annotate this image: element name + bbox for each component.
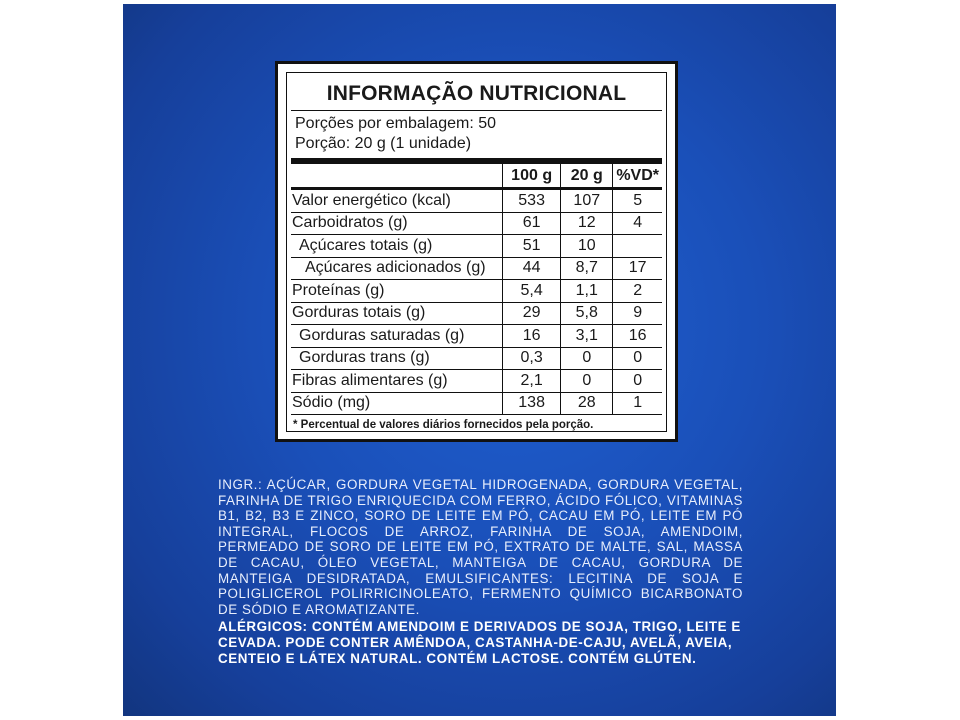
vd-footnote: * Percentual de valores diários fornecidos pela porção. [293,419,594,431]
value-100g: 61 [503,212,561,235]
value-vd: 2 [613,280,662,303]
value-vd: 0 [613,370,662,393]
value-20g: 12 [561,212,613,235]
nutrient-name: Valor energético (kcal) [291,189,503,213]
table-row [291,302,662,325]
value-100g: 2,1 [503,370,561,393]
value-20g: 3,1 [561,325,613,348]
table-row [291,370,662,393]
serving-info [291,111,662,164]
servings-per-package: Porções por embalagem: 50 [295,115,496,132]
table-row [291,392,662,415]
header-vd: %VD* [613,164,662,189]
value-20g: 28 [561,392,613,415]
value-20g: 107 [561,189,613,213]
allergens-text: ALÉRGICOS: CONTÉM AMENDOIM E DERIVADOS DE SOJA, TRIGO, LEITE E CEVADA. PODE CONTER AMÊNDOA, CASTANHA-DE-CAJU, AVELÃ, AVEIA, CENTEIO E LÁTEX NATURAL. CONTÉM LACTOSE. CONTÉM GLÚTEN. [218,619,741,666]
nutrient-name: Sódio (mg) [291,392,503,415]
table-row [291,235,662,258]
nutrient-name: Açúcares totais (g) [291,235,503,258]
table-row [291,280,662,303]
ingredients-text: INGR.: AÇÚCAR, GORDURA VEGETAL HIDROGENADA, GORDURA VEGETAL, FARINHA DE TRIGO ENRIQUECIDA COM FERRO, ÁCIDO FÓLICO, VITAMINAS B1, B2, B3 E ZINCO, SORO DE LEITE EM PÓ, CACAU EM PÓ, LEITE EM PÓ INTEGRAL, FLOCOS DE ARROZ, FARINHA DE SOJA, AMENDOIM, PERMEADO DE SORO DE LEITE EM PÓ, EXTRATO DE MALTE, SAL, MASSA DE CACAU, ÓLEO VEGETAL, MANTEIGA DE CACAU, GORDURA DE MANTEIGA DESIDRATADA, EMULSIFICANTES: LECITINA DE SOJA E POLIGLICEROL POLIRRICINOLEATO, FERMENTO QUÍMICO BICARBONATO DE SÓDIO E AROMATIZANTE. [218,477,743,617]
value-vd: 1 [613,392,662,415]
nutrient-name: Fibras alimentares (g) [291,370,503,393]
value-100g: 533 [503,189,561,213]
value-20g: 0 [561,370,613,393]
table-row [291,212,662,235]
value-100g: 138 [503,392,561,415]
nutrition-table [291,164,662,415]
nutrient-name: Carboidratos (g) [291,212,503,235]
nutrition-facts-label [275,61,678,442]
header-blank [291,164,503,189]
table-row [291,347,662,370]
value-vd: 17 [613,257,662,280]
value-20g: 8,7 [561,257,613,280]
value-100g: 44 [503,257,561,280]
nutrient-name: Açúcares adicionados (g) [291,257,503,280]
table-row [291,325,662,348]
product-panel [123,4,836,716]
value-20g: 10 [561,235,613,258]
value-vd [613,235,662,258]
value-vd: 5 [613,189,662,213]
serving-size: Porção: 20 g (1 unidade) [295,135,472,152]
table-row [291,257,662,280]
value-100g: 0,3 [503,347,561,370]
nutrient-name: Gorduras saturadas (g) [291,325,503,348]
table-row [291,189,662,213]
value-100g: 16 [503,325,561,348]
header-100g: 100 g [503,164,561,189]
value-vd: 9 [613,302,662,325]
value-100g: 51 [503,235,561,258]
header-20g: 20 g [561,164,613,189]
nutrition-title: INFORMAÇÃO NUTRICIONAL [291,73,662,111]
value-100g: 29 [503,302,561,325]
nutrition-facts-frame [286,72,667,432]
value-vd: 0 [613,347,662,370]
value-20g: 0 [561,347,613,370]
nutrient-name: Gorduras totais (g) [291,302,503,325]
value-vd: 4 [613,212,662,235]
nutrient-name: Proteínas (g) [291,280,503,303]
value-20g: 1,1 [561,280,613,303]
value-20g: 5,8 [561,302,613,325]
value-100g: 5,4 [503,280,561,303]
nutrient-name: Gorduras trans (g) [291,347,503,370]
value-vd: 16 [613,325,662,348]
nutrition-table-header [291,164,662,189]
